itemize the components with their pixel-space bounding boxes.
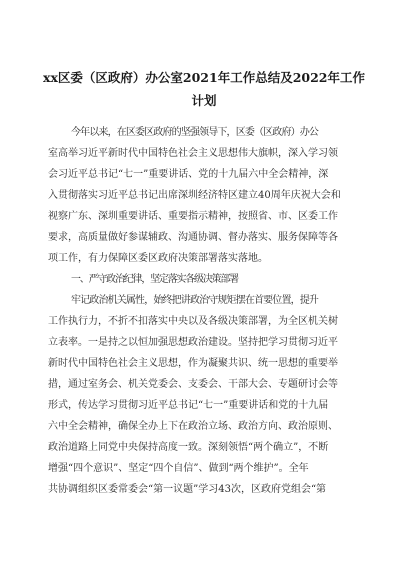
paragraph-line: 形式，传达学习贯彻习近平总书记“七一”重要讲话和党的十九届	[48, 400, 329, 411]
paragraph-line: 共协调组织区委常委会“第一议题”学习43次，区政府党组会“第	[48, 484, 327, 495]
paragraph-line: 要求，高质量做好参谋辅政、沟通协调、督办落实、服务保障等各	[48, 232, 338, 243]
paragraph-line: 牢记政治机关属性，始终把讲政治守规矩摆在首要位置，提升	[71, 295, 319, 306]
paragraph-line: 新时代中国特色社会主义思想，作为凝聚共识、统一思想的重要举	[48, 358, 338, 369]
paragraph-line: 增强“四个意识”、坚定“四个自信”、做到“两个维护”。全年	[48, 463, 309, 474]
paragraph-line: 工作执行力，不折不扣落实中央以及各级决策部署，为全区机关树	[48, 316, 338, 327]
paragraph-line: 措，通过室务会、机关党委会、支委会、干部大会、专题研讨会等	[48, 379, 338, 390]
paragraph-line: 项工作，有力保障区委区政府决策部署落实落地。	[48, 253, 268, 264]
section-heading: 一、严守政治纪律，坚定落实各级决策部署	[71, 274, 239, 285]
paragraph-line: 今年以来，在区委区政府的坚强领导下，区委（区政府）办公	[71, 127, 319, 138]
document-title-line-1: xx区委（区政府）办公室2021年工作总结及2022年工作	[43, 70, 365, 85]
paragraph-line: 立表率。一是持之以恒加强思想政治建设。坚持把学习贯彻习近平	[48, 337, 338, 348]
paragraph-line: 会习近平总书记“七一”重要讲话、党的十九届六中全会精神，深	[48, 169, 329, 180]
paragraph-line: 视察广东、深圳重要讲话、重要指示精神，按照省、市、区委工作	[48, 211, 338, 222]
paragraph-line: 室高举习近平新时代中国特色社会主义思想伟大旗帜，深入学习领	[48, 148, 338, 159]
paragraph-line: 六中全会精神，确保全办上下在政治立场、政治方向、政治原则、	[48, 421, 338, 432]
document-title-line-2: 计划	[191, 93, 217, 108]
paragraph-line: 入贯彻落实习近平总书记出席深圳经济特区建立40周年庆祝大会和	[48, 190, 341, 201]
paragraph-line: 政治道路上同党中央保持高度一致。深刻领悟“两个确立”，不断	[48, 442, 329, 453]
